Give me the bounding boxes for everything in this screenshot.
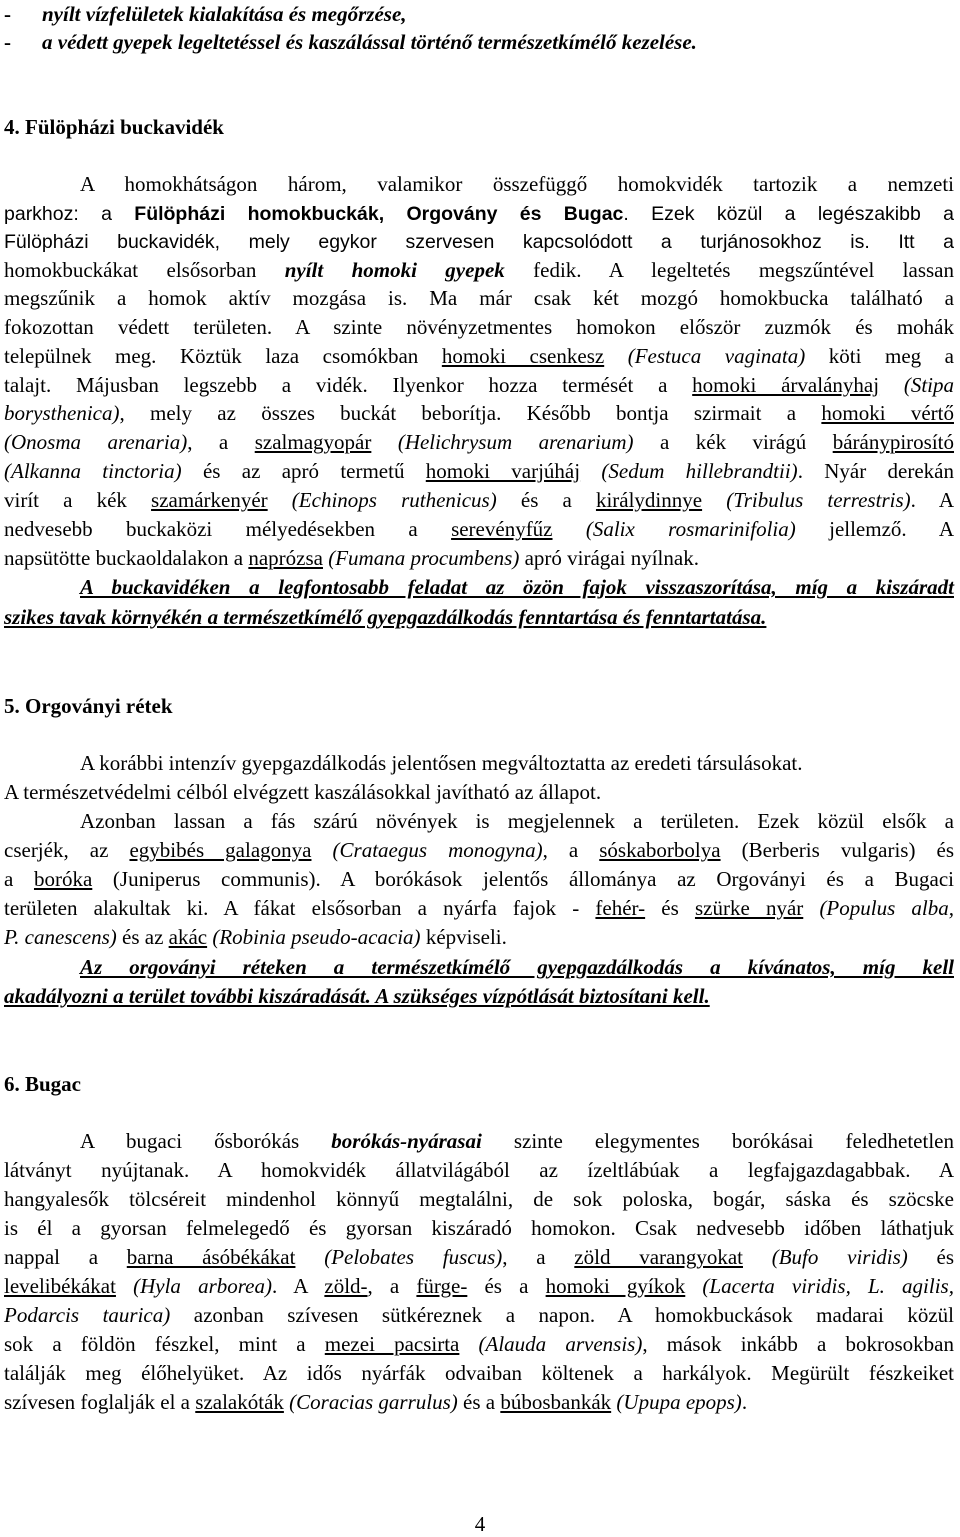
paragraph-line: cserjék, az egybibés galagonya (Crataegus monogyna), a sóskaborbolya (Berberis vulgaris) és — [4, 838, 955, 862]
bullet-item: - nyílt vízfelületek kialakítása és megőrzése, — [4, 2, 407, 26]
paragraph-line: Azonban lassan a fás szárú növények is megjelennek a területen. Ezek közül elsők a — [80, 809, 954, 833]
highlight-places: Fülöpházi homokbuckák, Orgovány és Bugac — [134, 203, 624, 225]
paragraph-line: területen alakultak ki. A fákat elsősorban a nyárfa fajok - fehér- és szürke nyár (Populus alba, — [4, 896, 955, 920]
paragraph-line: nappal a barna ásóbékákat (Pelobates fuscus), a zöld varangyokat (Bufo viridis) és — [4, 1245, 955, 1269]
bullet-item: - a védett gyepek legeltetéssel és kaszálással történő természetkímélő kezelése. — [4, 30, 697, 54]
page-number: 4 — [474, 1512, 486, 1536]
emphasis-line: akadályozni a terület további kiszáradását. A szükséges vízpótlását biztosítani kell. — [4, 984, 710, 1008]
paragraph-line: hangyalesők tölcséreit mindenhol könnyű megtalálni, de sok poloska, bogár, sáska és szöcske — [4, 1187, 954, 1211]
paragraph-line: A természetvédelmi célból elvégzett kaszálásokkal javítható az állapot. — [4, 780, 602, 804]
section-heading-5: 5. Orgoványi rétek — [4, 694, 173, 718]
paragraph-line: látványt nyújtanak. A homokvidék állatvilágából az ízeltlábúak a legfajgazdagabbak. A — [4, 1158, 954, 1182]
paragraph-line: levelibékákat (Hyla arborea). A zöld-, a fürge- és a homoki gyíkok (Lacerta viridis, L. agilis, — [4, 1274, 954, 1298]
paragraph-line: (Alkanna tinctoria) és az apró termetű homoki varjúháj (Sedum hillebrandtii). Nyár derekán — [4, 459, 954, 483]
paragraph-line: települnek meg. Köztük laza csomókban homoki csenkesz (Festuca vaginata) köti meg a — [4, 344, 955, 368]
paragraph-line: is él a gyorsan felmelegedő és gyorsan kiszáradó homokon. Csak nedvesebb időben láthatjuk — [4, 1216, 954, 1240]
paragraph-line: homokbuckákat elsősorban nyílt homoki gyepek fedik. A legeltetés megszűntével lassan — [4, 258, 954, 282]
paragraph-line: megszűnik a homok aktív mozgása is. Ma már csak két mozgó homokbucka található a — [4, 286, 954, 310]
paragraph-line: Fülöpházi buckavidék, mely egykor szervesen kapcsolódott a turjánosokhoz is. Itt a — [4, 231, 954, 253]
paragraph-line: találják meg élőhelyüket. Az idős nyárfák odvaiban költenek a harkályok. Megürült fészkeiket — [4, 1361, 954, 1385]
section-heading-6: 6. Bugac — [4, 1072, 82, 1096]
emphasis-line: Az orgoványi réteken a természetkímélő gyepgazdálkodás a kívánatos, míg kell — [80, 955, 954, 979]
paragraph-line: fokozottan védett területen. A szinte növényzetmentes homokon először zuzmók és mohák — [4, 315, 954, 339]
paragraph-line: virít a kék szamárkenyér (Echinops ruthenicus) és a királydinnye (Tribulus terrestris). A — [4, 488, 955, 512]
paragraph-line: talajt. Májusban legszebb a vidék. Ilyenkor hozza termését a homoki árvalányhaj (Stipa — [4, 373, 954, 397]
paragraph-line: a boróka (Juniperus communis). A borókások jelentős állománya az Orgoványi és a Bugaci — [4, 867, 955, 891]
paragraph-line: nedvesebb buckaközi mélyedésekben a serevényfűz (Salix rosmarinifolia) jellemző. A — [4, 517, 955, 541]
paragraph-line: Podarcis taurica) azonban szívesen sütkéreznek a napon. A homokbuckások madarai közül — [4, 1303, 954, 1327]
paragraph-line: szívesen foglalják el a szalakóták (Coracias garrulus) és a búbosbankák (Upupa epops). — [4, 1390, 748, 1414]
paragraph-line: P. canescens) és az akác (Robinia pseudo-acacia) képviseli. — [4, 925, 507, 949]
paragraph-line: A bugaci ősborókás borókás-nyárasai szinte elegymentes borókásai feledhetetlen — [80, 1129, 954, 1153]
paragraph-line: sok a földön fészkel, mint a mezei pacsirta (Alauda arvensis), mások inkább a bokrosokban — [4, 1332, 954, 1356]
paragraph-line: (Onosma arenaria), a szalmagyopár (Helichrysum arenarium) a kék virágú báránypirosító — [4, 430, 954, 454]
emphasis-line: A buckavidéken a legfontosabb feladat az özön fajok visszaszorítása, míg a kiszáradt — [80, 575, 954, 599]
paragraph-line: A korábbi intenzív gyepgazdálkodás jelentősen megváltoztatta az eredeti társulásokat. — [80, 751, 803, 775]
emphasis-line: szikes tavak környékén a természetkímélő gyepgazdálkodás fenntartása és fenntartatása. — [4, 605, 767, 629]
paragraph-line: parkhoz: a Fülöpházi homokbuckák, Orgovány és Bugac. Ezek közül a legészakibb a — [4, 203, 954, 225]
section-heading-4: 4. Fülöpházi buckavidék — [4, 115, 224, 139]
paragraph-line: borysthenica), mely az összes buckát beborítja. Később bontja szirmait a homoki vértő — [4, 401, 954, 425]
paragraph-line: napsütötte buckaoldalakon a naprózsa (Fumana procumbens) apró virágai nyílnak. — [4, 546, 699, 570]
paragraph-line: A homokhátságon három, valamikor összefüggő homokvidék tartozik a nemzeti — [80, 172, 954, 196]
